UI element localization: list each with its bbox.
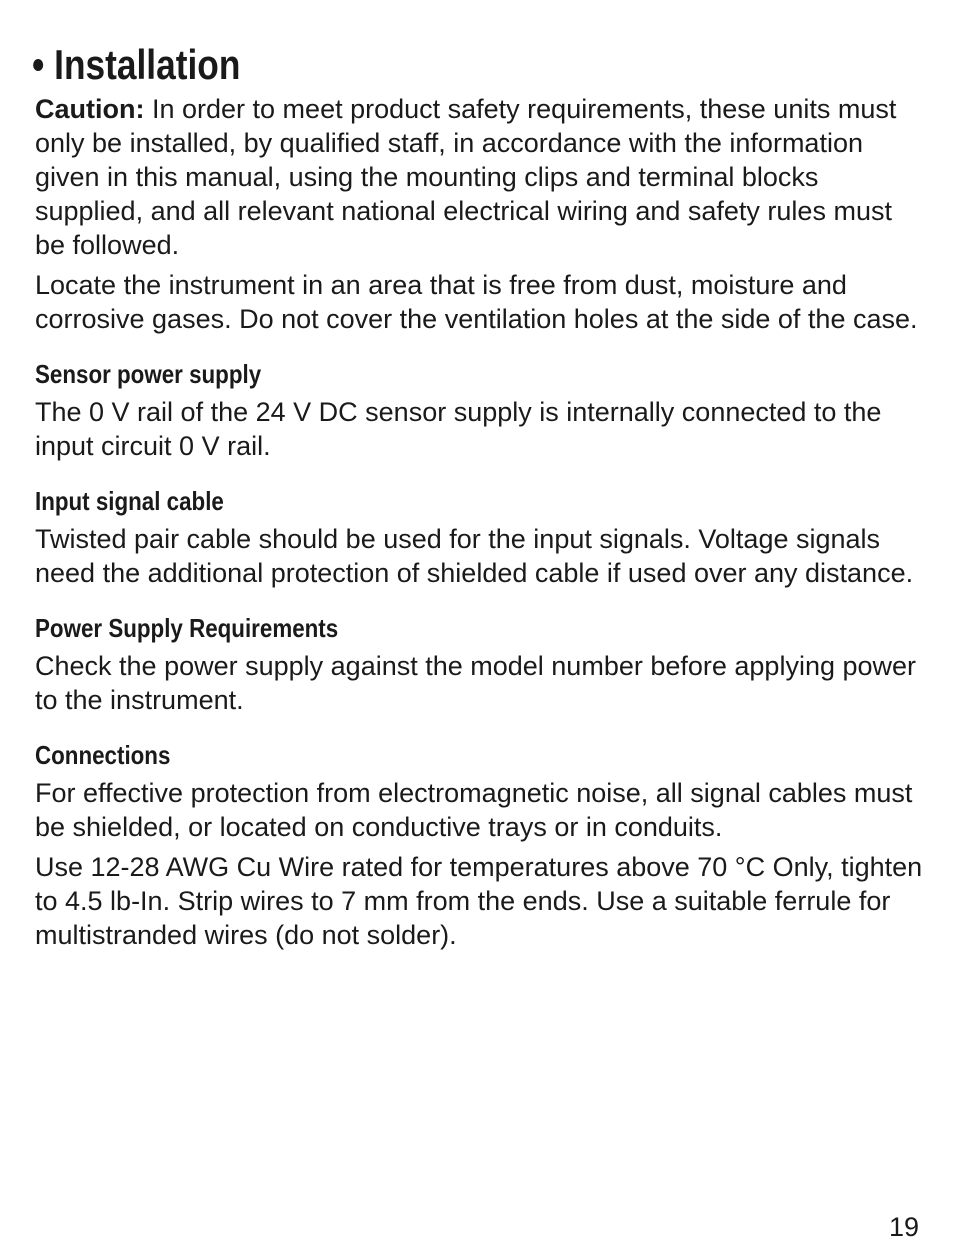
- section-heading-connections: Connections: [35, 740, 171, 770]
- section-heading-power-supply-requirements: Power Supply Requirements: [35, 613, 339, 643]
- caution-label: Caution:: [35, 94, 145, 124]
- page-title: • Installation: [32, 41, 241, 88]
- power-supply-requirements-paragraph: Check the power supply against the model number before applying power to the instrument.: [35, 651, 917, 715]
- connections-paragraph-wire: Use 12-28 AWG Cu Wire rated for temperatures above 70 °C Only, tighten to 4.5 lb-In. Strip wires to 7 mm from the ends. Use a suitable ferrule for multistranded wires (do not solder).: [35, 852, 923, 950]
- page-number: 19: [888, 1212, 919, 1242]
- document-page: [32, 40, 925, 952]
- sensor-power-supply-paragraph: The 0 V rail of the 24 V DC sensor supply is internally connected to the input circuit 0 V rail.: [35, 397, 882, 461]
- input-signal-cable-paragraph: Twisted pair cable should be used for the input signals. Voltage signals need the additional protection of shielded cable if used over any distance.: [35, 524, 914, 588]
- caution-paragraph: [35, 92, 925, 262]
- section-heading-sensor-power-supply: Sensor power supply: [35, 359, 262, 389]
- location-paragraph: Locate the instrument in an area that is free from dust, moisture and corrosive gases. Do not cover the ventilation holes at the side of the case.: [35, 270, 918, 334]
- section-heading-input-signal-cable: Input signal cable: [35, 486, 224, 516]
- connections-paragraph-shielding: For effective protection from electromagnetic noise, all signal cables must be shielded, or located on conductive trays or in conduits.: [35, 778, 913, 842]
- caution-text: In order to meet product safety requirements, these units must only be installed, by qualified staff, in accordance with the information given in this manual, using the mounting clips and terminal blocks supplied, and all relevant national electrical wiring and safety rules must be followed.: [35, 94, 897, 260]
